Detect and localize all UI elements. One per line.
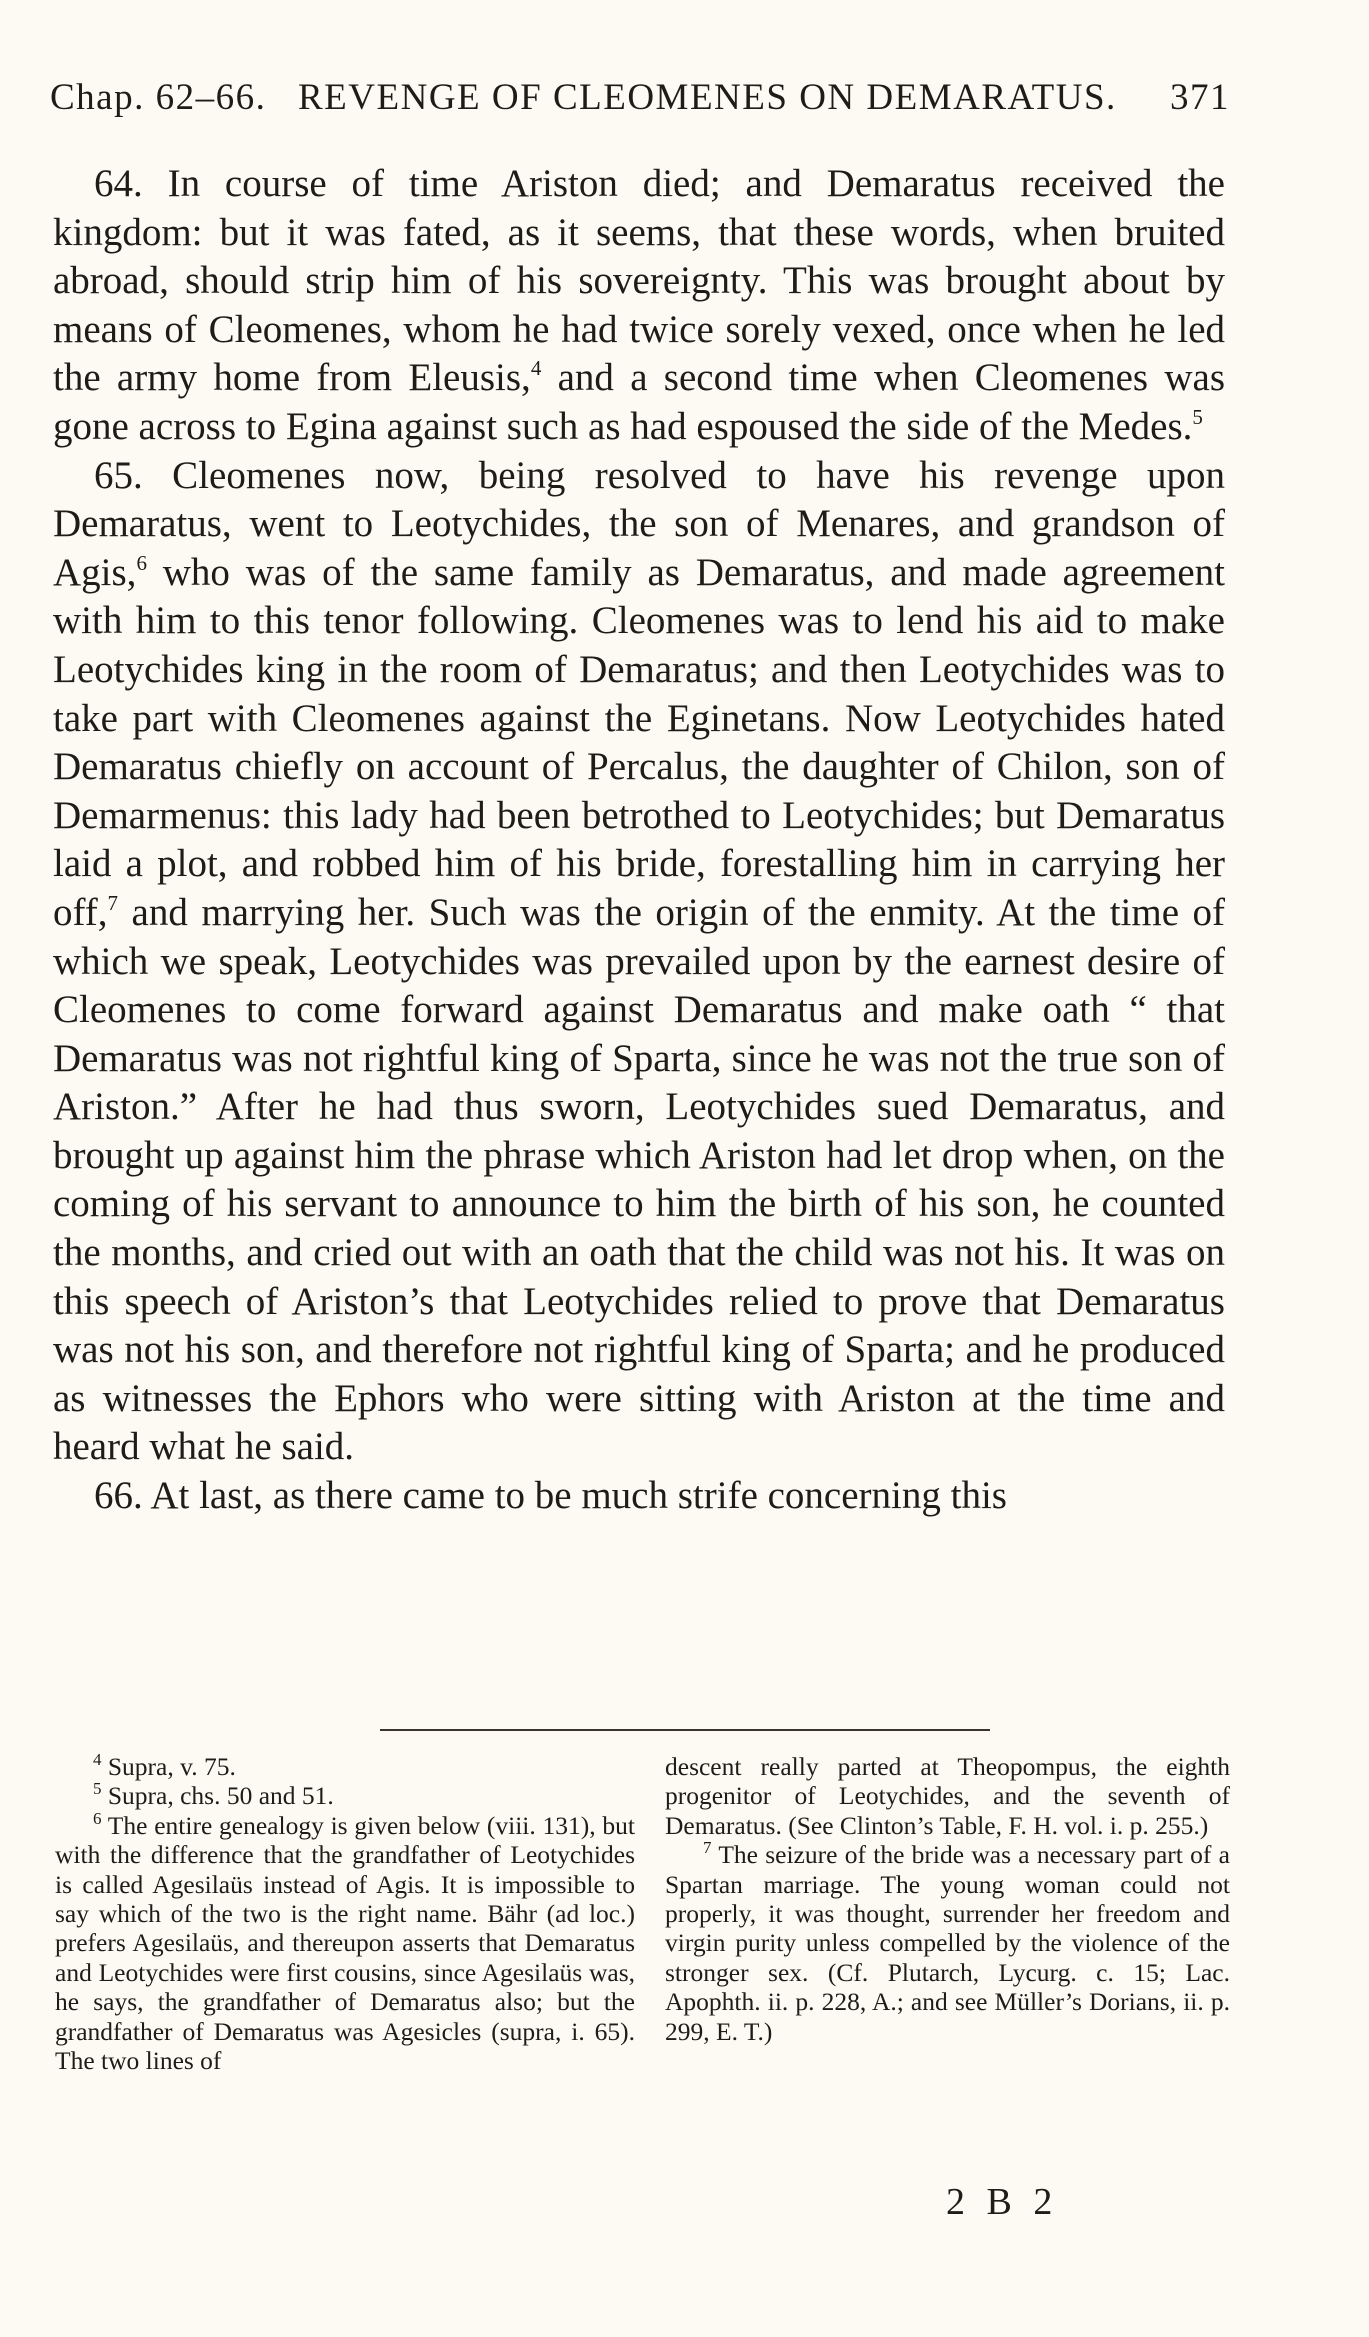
footnote-mark-4: 4 [93, 1750, 102, 1769]
footnote-ref-4[interactable]: 4 [530, 356, 542, 381]
paragraph-65-text-3: and marrying her. Such was the origin of the enmity. At the time of which we speak, Leotychides was prevailed upon by the earnest desire of Cleomenes to come forward against Demaratus and make oath “ that Demaratus was not rightful king of Sparta, since he was not the true son of Ariston.” After he had thus sworn, Leotychides sued Demaratus, and brought up against him the phrase which Ariston had let drop when, on the coming of his servant to announce to him the birth of his son, he counted the months, and cried out with an oath that the child was not his. It was on this speech of Ariston’s that Leotychides relied to prove that Demaratus was not his son, and therefore not rightful king of Sparta; and he produced as witnesses the Ephors who were sitting with Ariston at the time and heard what he said. [53, 890, 1225, 1469]
page-number: 371 [1170, 77, 1230, 118]
footnote-4 [55, 1752, 635, 1781]
footnote-6 [55, 1808, 635, 2076]
paragraph-64-text-2: and a second time when Cleomenes was gone across to Egina against such as had espoused the side of the Medes. [53, 356, 1225, 448]
footnote-mark-5: 5 [93, 1779, 102, 1799]
main-text [53, 160, 1225, 1521]
footnote-7 [665, 1840, 1230, 2046]
footnote-ref-6[interactable]: 6 [136, 550, 147, 575]
footnotes-right-column [665, 1752, 1230, 2046]
footnote-6-text: The entire genealogy is given below (viii. 131), but with the difference that the grandfather of Leotychides is called Agesilaüs instead of Agis. It is impossible to say which of the two is the right name. Bähr (ad loc.) prefers Agesilaüs, and thereupon asserts that Demaratus and Leotychides were first cousins, since Agesilaüs was, he says, the grandfather of Demaratus also; but the grandfather of Demaratus was Agesicles (supra, i. 65). The two lines of [55, 1810, 635, 2076]
running-title: REVENGE OF CLEOMENES ON DEMARATUS. [298, 77, 1117, 118]
running-head [50, 68, 1230, 128]
paragraph-66: 66. At last, as there came to be much strife concerning this [94, 1474, 1007, 1518]
paragraph-64 [53, 160, 1225, 452]
footnote-6-continued: descent really parted at Theopompus, the eighth progenitor of Leotychides, and the seventh of Demaratus. (See Clinton’s Table, F. H. vol. i. p. 255.) [665, 1752, 1230, 1840]
footnote-5 [55, 1781, 635, 1810]
footnotes-left-column [55, 1752, 635, 2075]
signature-mark: 2 B 2 [946, 2181, 1059, 2223]
chapter-range: Chap. 62–66. [50, 77, 267, 118]
footnote-7-text: The seizure of the bride was a necessary part of a Spartan marriage. The young woman could not properly, it was thought, surrender her freedom and virgin purity unless compelled by the violence of the stronger sex. (Cf. Plutarch, Lycurg. c. 15; Lac. Apophth. ii. p. 228, A.; and see Müller’s Dorians, ii. p. 299, E. T.) [665, 1840, 1230, 2046]
footnote-4-text: Supra, v. 75. [101, 1752, 236, 1781]
paragraph-65-text-1: 65. Cleomenes now, being resolved to have his revenge upon Demaratus, went to Leotychides, the son of Menares, and grandson of Agis, [53, 453, 1225, 594]
footnote-divider [380, 1729, 990, 1731]
paragraph-65-text-2: who was of the same family as Demaratus, and made agreement with him to this tenor following. Cleomenes was to lend his aid to make Leotychides king in the room of Demaratus; and then Leotychides was to take part with Cleomenes against the Eginetans. Now Leotychides hated Demaratus chiefly on account of Percalus, the daughter of Chilon, son of Demarmenus: this lady had been betrothed to Leotychides; but Demaratus laid a plot, and robbed him of his bride, forestalling him in carrying her off, [53, 550, 1225, 934]
footnote-mark-7: 7 [703, 1838, 712, 1858]
footnote-mark-6: 6 [93, 1808, 102, 1828]
footnote-5-text: Supra, chs. 50 and 51. [101, 1781, 334, 1811]
footnote-ref-5[interactable]: 5 [1192, 404, 1203, 429]
paragraph-65 [53, 452, 1225, 1472]
footnote-ref-7[interactable]: 7 [107, 890, 119, 915]
paragraph-64-text-1: 64. In course of time Ariston died; and Demaratus received the kingdom: but it was fated, as it seems, that these words, when bruited abroad, should strip him of his sovereignty. This was brought about by means of Cleomenes, whom he had twice sorely vexed, once when he led the army home from Eleusis, [53, 162, 1225, 400]
